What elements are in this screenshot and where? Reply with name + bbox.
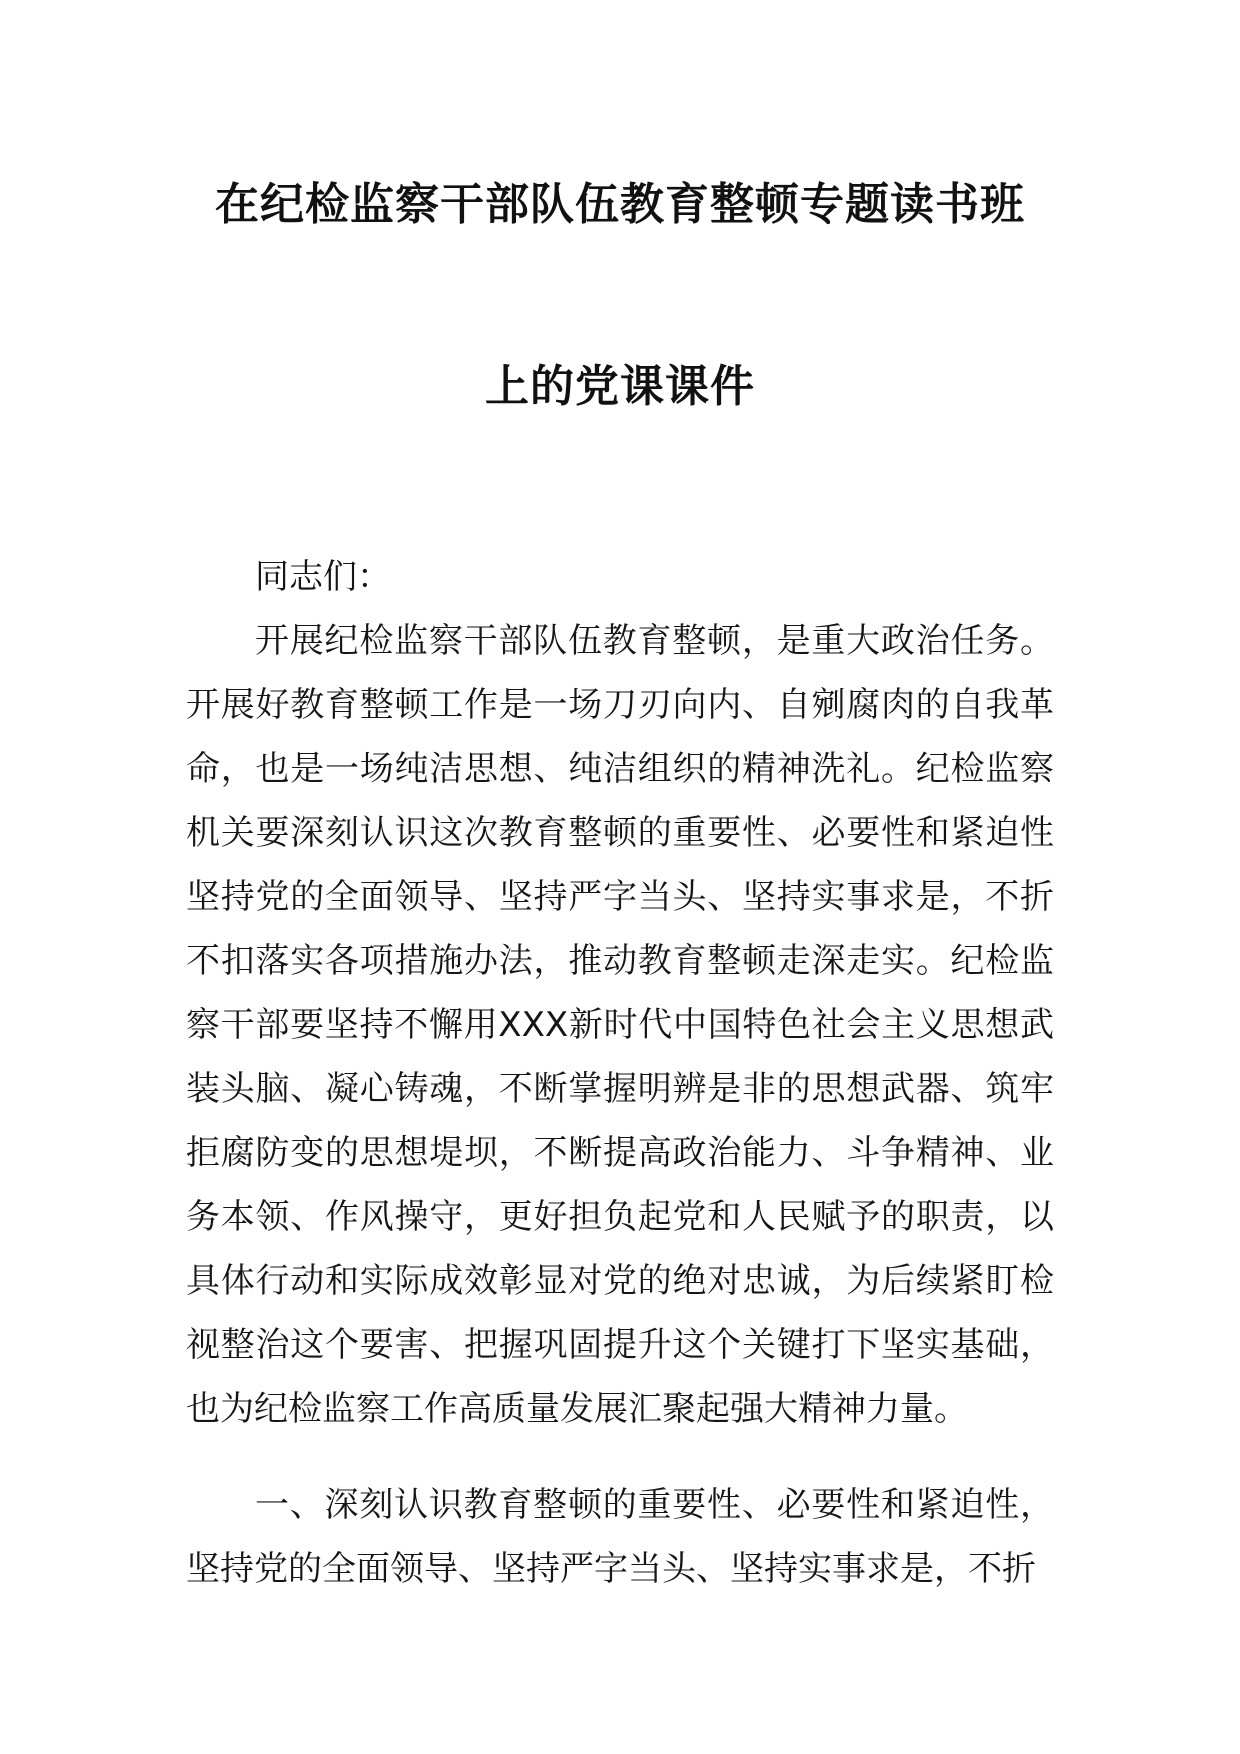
section-heading-paragraph: 一、深刻认识教育整顿的重要性、必要性和紧迫性，坚持党的全面领导、坚持严字当头、坚持实事求是，不折 bbox=[186, 1485, 1054, 1589]
body-paragraph-1: 开展纪检监察干部队伍教育整顿，是重大政治任务。开展好教育整顿工作是一场刀刃向内、自剜腐肉的自我革命，也是一场纯洁思想、纯洁组织的精神洗礼。纪检监察机关要深刻认识这次教育整顿的重要性、必要性和紧迫性坚持党的全面领导、坚持严字当头、坚持实事求是，不折不扣落实各项措施办法，推动教育整顿走深走实。纪检监察干部要坚持不懈用XXX新时代中国特色社会主义思想武装头脑、凝心铸魂，不断掌握明辨是非的思想武器、筑牢拒腐防变的思想堤坝，不断提高政治能力、斗争精神、业务本领、作风操守，更好担负起党和人民赋予的职责，以具体行动和实际成效彰显对党的绝对忠诚，为后续紧盯检视整治这个要害、把握巩固提升这个关键打下坚实基础，也为纪检监察工作高质量发展汇聚起强大精神力量。 bbox=[186, 621, 1054, 1429]
document-title-line-2: 上的党课课件 bbox=[485, 361, 755, 412]
salutation: 同志们： bbox=[255, 557, 391, 597]
document-title-line-1: 在纪检监察干部队伍教育整顿专题读书班 bbox=[215, 179, 1025, 230]
